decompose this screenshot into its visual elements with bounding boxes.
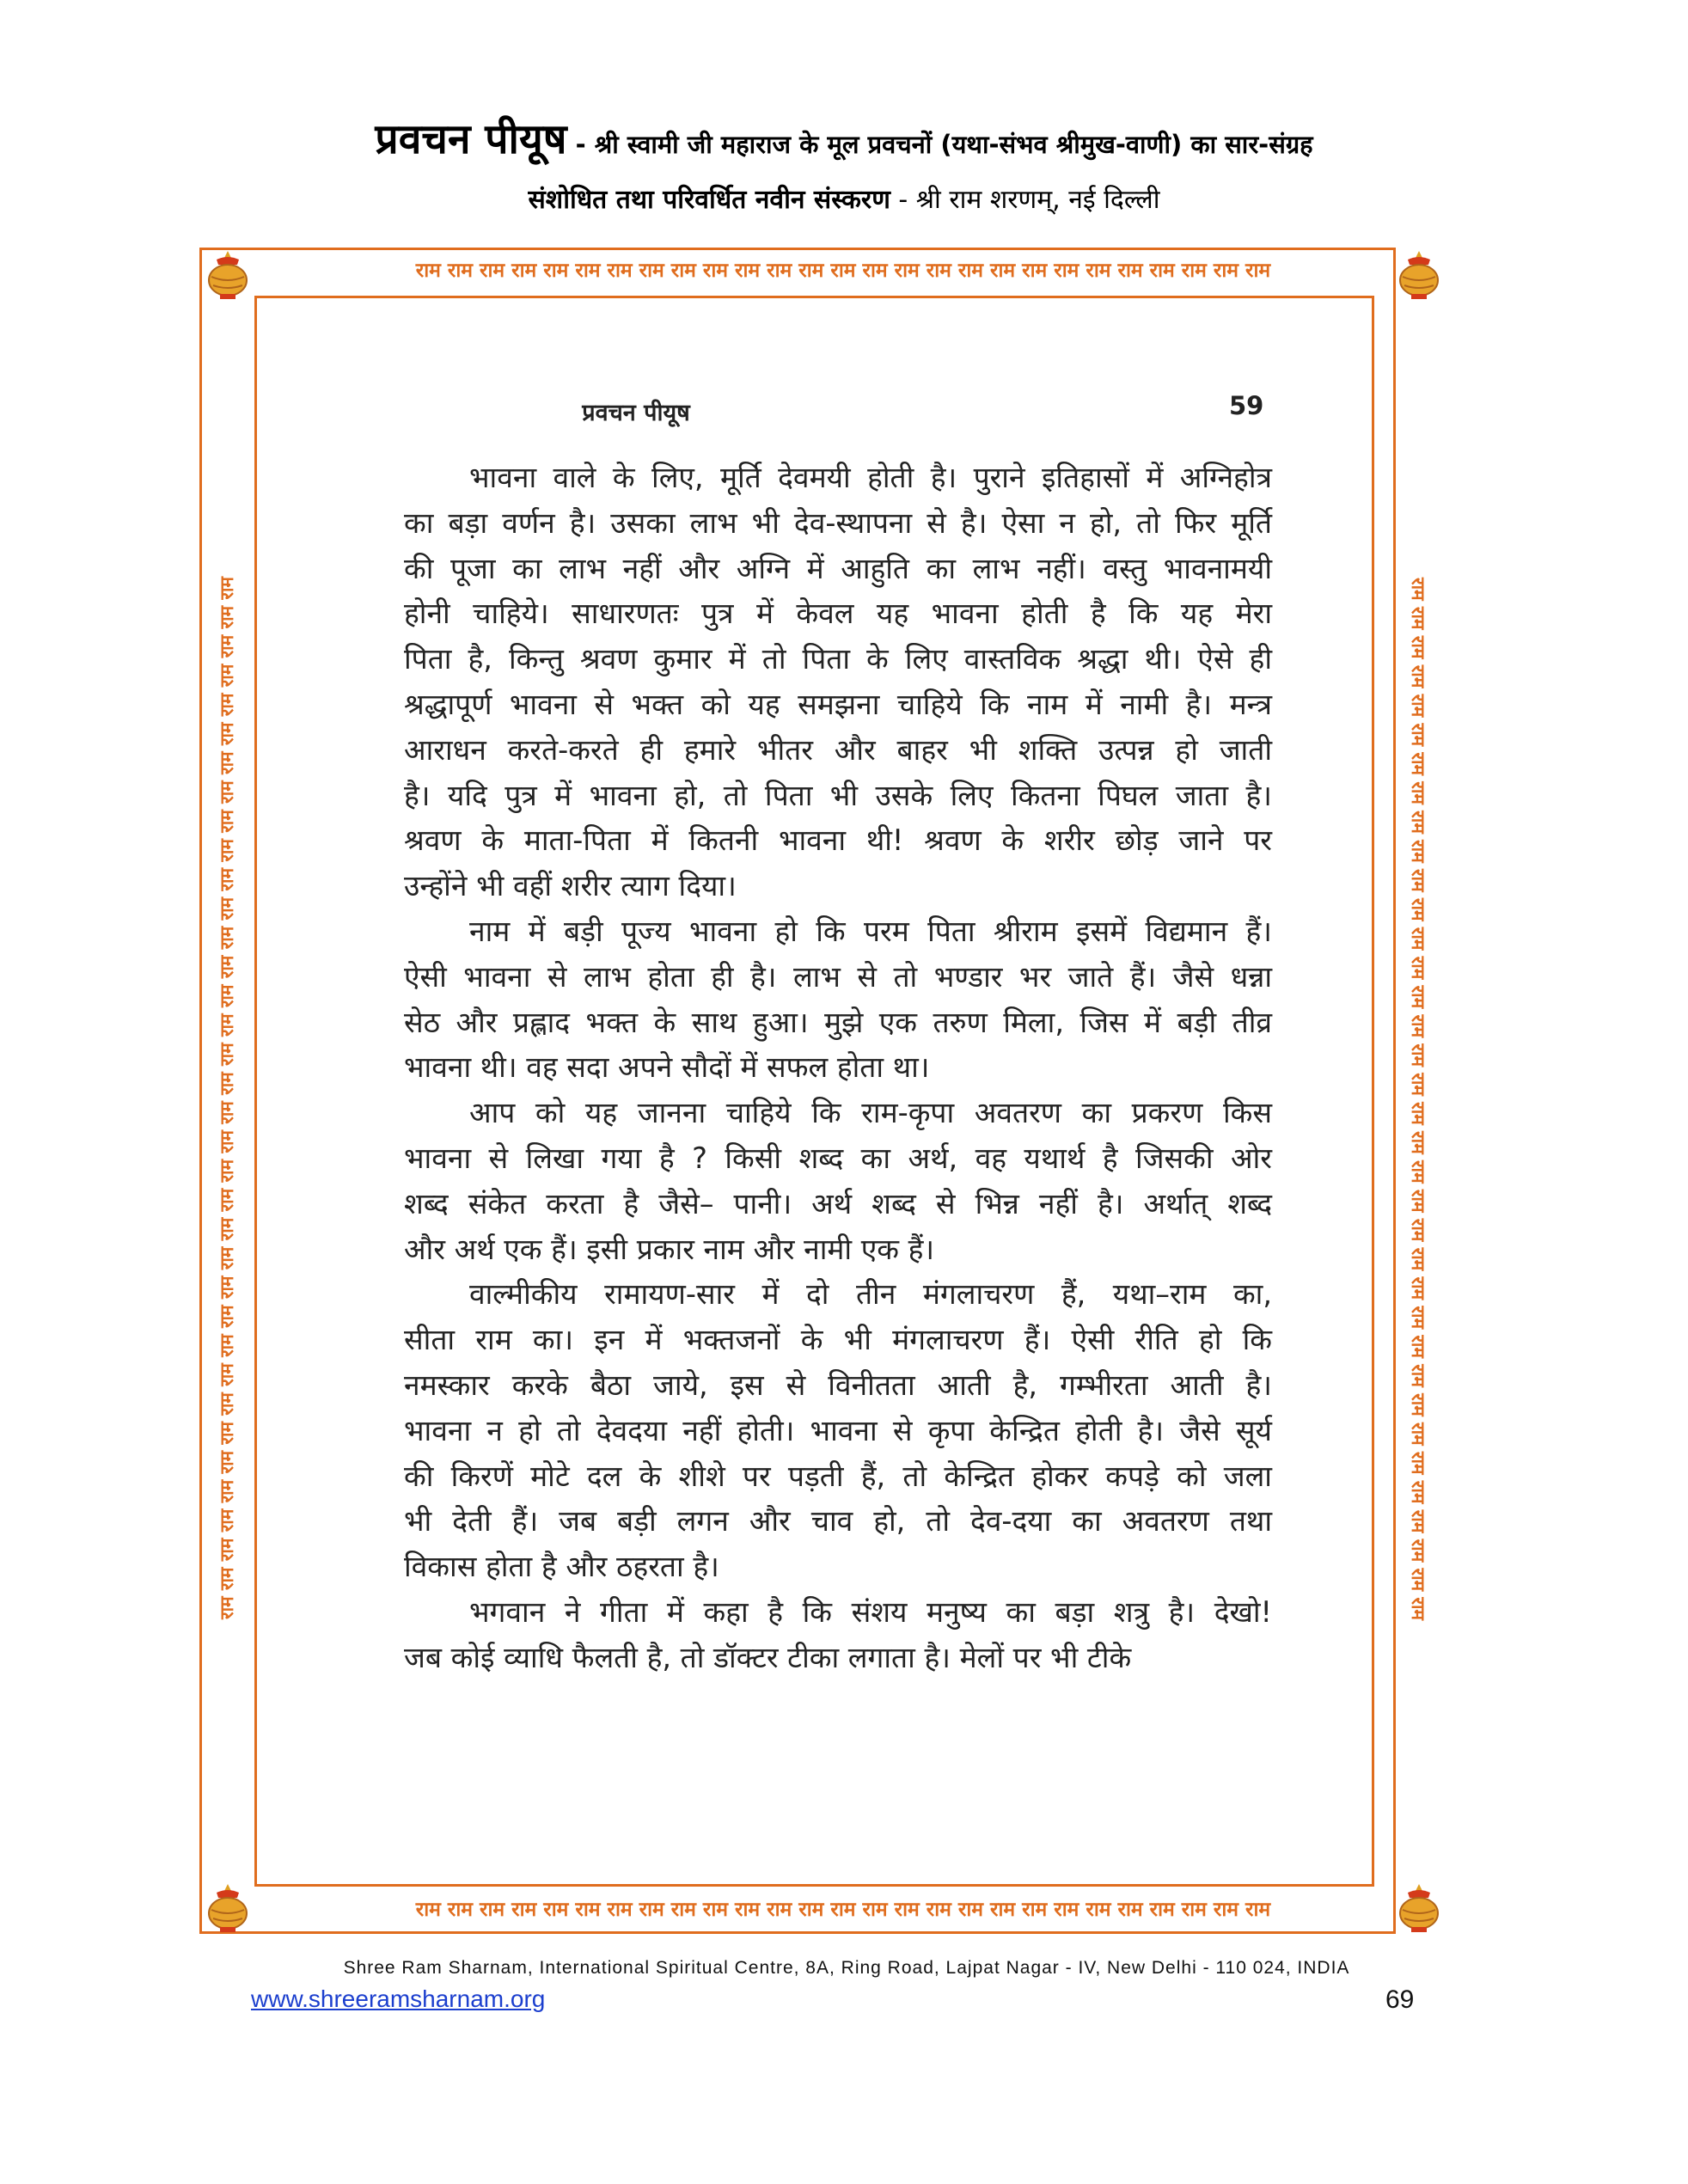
- scanned-body-text: [404, 456, 1272, 1681]
- document-header-subtitle: [0, 180, 1688, 216]
- body-line: और अर्थ एक हैं। इसी प्रकार नाम और नामी एक हैं।: [404, 1232, 935, 1266]
- page-number: 69: [1385, 1985, 1415, 2014]
- body-line: भी देती हैं। जब बड़ी लगन और चाव हो, तो देव-दया का अवतरण तथा: [404, 1504, 1272, 1539]
- inner-frame-left: [254, 296, 257, 1887]
- ram-border-right: राम राम राम राम राम राम राम राम राम राम राम राम राम राम राम राम राम राम राम राम राम राम राम राम राम राम राम राम राम राम राम राम राम राम राम राम: [1408, 577, 1428, 1620]
- ram-border-top: राम राम राम राम राम राम राम राम राम राम राम राम राम राम राम राम राम राम राम राम राम राम राम राम राम राम राम: [415, 260, 1271, 282]
- body-line: का बड़ा वर्णन है। उसका लाभ भी देव-स्थापना से है। ऐसा न हो, तो फिर मूर्ति: [404, 505, 1272, 540]
- body-line: श्रवण के माता-पिता में कितनी भावना थी! श्रवण के शरीर छोड़ जाने पर: [404, 823, 1272, 858]
- header-title-main: प्रवचन पीयूष: [375, 115, 567, 163]
- body-paragraph: [404, 456, 1272, 909]
- scanned-book-title: प्रवचन पीयूष: [582, 400, 690, 426]
- body-line: भावना वाले के लिए, मूर्ति देवमयी होती है। पुराने इतिहासों में अग्निहोत्र: [469, 461, 1272, 494]
- body-paragraph: [404, 1272, 1272, 1590]
- body-line: भावना थी। वह सदा अपने सौदों में सफल होता था।: [404, 1050, 930, 1085]
- footer-address: Shree Ram Sharnam, International Spiritual Centre, 8A, Ring Road, Lajpat Nagar - IV, New Delhi - 110 024, INDIA: [343, 1958, 1350, 1978]
- body-paragraph: [404, 1590, 1272, 1681]
- kalash-corner-icon: [1391, 246, 1447, 303]
- body-line: सीता राम का। इन में भक्तजनों के भी मंगलाचरण हैं। ऐसी रीति हो कि: [404, 1323, 1272, 1357]
- inner-frame-top: [254, 296, 1372, 298]
- header-subtitle-rest: - श्री राम शरणम्, नई दिल्ली: [890, 185, 1160, 215]
- body-paragraph: [404, 909, 1272, 1091]
- body-line: भगवान ने गीता में कहा है कि संशय मनुष्य का बड़ा शत्रु है। देखो!: [469, 1594, 1272, 1629]
- body-line: श्रद्धापूर्ण भावना से भक्त को यह समझना चाहिये कि नाम में नामी है। मन्त्र: [404, 687, 1272, 721]
- ram-border-left: राम राम राम राम राम राम राम राम राम राम राम राम राम राम राम राम राम राम राम राम राम राम राम राम राम राम राम राम राम राम राम राम राम राम राम राम: [217, 577, 237, 1620]
- body-line: वाल्मीकीय रामायण-सार में दो तीन मंगलाचरण हैं, यथा–राम का,: [469, 1277, 1272, 1312]
- ram-border-bottom: राम राम राम राम राम राम राम राम राम राम राम राम राम राम राम राम राम राम राम राम राम राम राम राम राम राम राम: [415, 1899, 1271, 1921]
- kalash-corner-icon: [199, 246, 256, 303]
- body-line: होनी चाहिये। साधारणतः पुत्र में केवल यह भावना होती है कि यह मेरा: [404, 596, 1272, 631]
- body-line: की पूजा का लाभ नहीं और अग्नि में आहुति का लाभ नहीं। वस्तु भावनामयी: [404, 551, 1272, 585]
- body-line: सेठ और प्रह्लाद भक्त के साथ हुआ। मुझे एक तरुण मिला, जिस में बड़ी तीव्र: [404, 1005, 1272, 1039]
- header-title-rest: - श्री स्वामी जी महाराज के मूल प्रवचनों (यथा-संभव श्रीमुख-वाणी) का सार-संग्रह: [566, 130, 1313, 159]
- website-link[interactable]: www.shreeramsharnam.org: [251, 1985, 546, 2012]
- document-header-title: [0, 110, 1688, 166]
- body-line: भावना से लिखा गया है ? किसी शब्द का अर्थ, वह यथार्थ है जिसकी ओर: [404, 1141, 1272, 1175]
- body-line: शब्द संकेत करता है जैसे– पानी। अर्थ शब्द से भिन्न नहीं है। अर्थात् शब्द: [404, 1186, 1272, 1220]
- body-line: आप को यह जानना चाहिये कि राम-कृपा अवतरण का प्रकरण किस: [469, 1096, 1272, 1130]
- body-line: है। यदि पुत्र में भावना हो, तो पिता भी उसके लिए कितना पिघल जाता है।: [404, 778, 1272, 812]
- body-paragraph: [404, 1091, 1272, 1272]
- body-line: विकास होता है और ठहरता है।: [404, 1550, 719, 1584]
- body-line: उन्होंने भी वहीं शरीर त्याग दिया।: [404, 869, 737, 903]
- header-subtitle-bold: संशोधित तथा परिवर्धित नवीन संस्करण: [528, 185, 890, 215]
- body-line: नाम में बड़ी पूज्य भावना हो कि परम पिता श्रीराम इसमें विद्यमान हैं।: [469, 914, 1272, 948]
- body-line: नमस्कार करके बैठा जाये, इस से विनीतता आती है, गम्भीरता आती है।: [404, 1367, 1272, 1402]
- body-line: भावना न हो तो देवदया नहीं होती। भावना से कृपा केन्द्रित होती है। जैसे सूर्य: [404, 1413, 1272, 1447]
- scanned-book-page-number: 59: [1229, 391, 1264, 420]
- kalash-corner-icon: [199, 1879, 256, 1936]
- body-line: पिता है, किन्तु श्रवण कुमार में तो पिता के लिए वास्तविक श्रद्धा थी। ऐसे ही: [404, 642, 1272, 676]
- body-line: की किरणें मोटे दल के शीशे पर पड़ती हैं, तो केन्द्रित होकर कपड़े को जला: [404, 1459, 1272, 1493]
- inner-frame-right: [1372, 296, 1374, 1887]
- body-line: ऐसी भावना से लाभ होता ही है। लाभ से तो भण्डार भर जाते हैं। जैसे धन्ना: [404, 959, 1272, 994]
- kalash-corner-icon: [1391, 1879, 1447, 1936]
- inner-frame-bottom: [254, 1884, 1372, 1887]
- body-line: जब कोई व्याधि फैलती है, तो डॉक्टर टीका लगाता है। मेलों पर भी टीके: [404, 1640, 1132, 1674]
- body-line: आराधन करते-करते ही हमारे भीतर और बाहर भी शक्ति उत्पन्न हो जाती: [404, 732, 1272, 767]
